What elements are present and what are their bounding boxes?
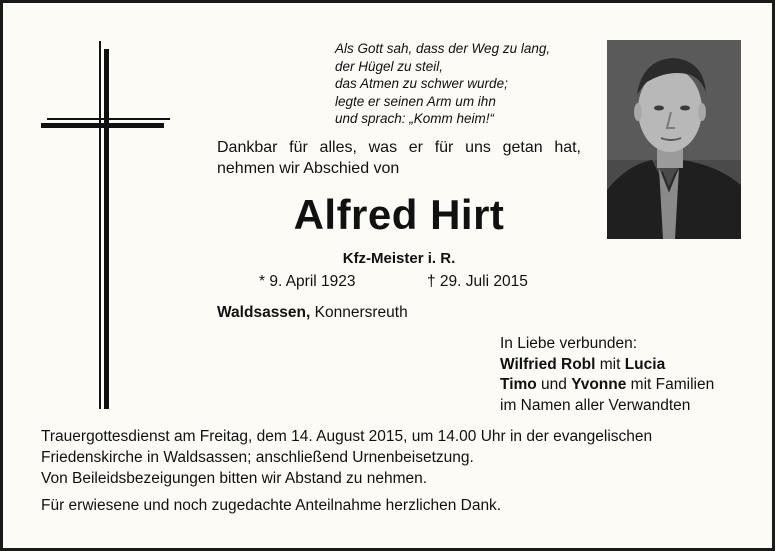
family-line-1	[500, 355, 714, 376]
thanks-note: Für erwiesene und noch zugedachte Anteilnahme herzlichen Dank.	[41, 497, 502, 514]
intro-line-2: nehmen wir Abschied von	[217, 160, 400, 177]
family-member: Yvonne	[571, 376, 627, 393]
family-signature	[500, 334, 714, 416]
family-join: und	[536, 376, 572, 393]
funeral-service-info: Trauergottesdienst am Freitag, dem 14. August 2015, um 14.00 Uhr in der evangelischen Friedenskirche in Waldsassen; anschließend Urnenbeisetzung.	[41, 428, 653, 466]
poem-line: und sprach: „Komm heim!“	[335, 111, 495, 126]
place-of-residence	[217, 304, 408, 322]
family-member: Timo	[500, 376, 537, 393]
place-primary: Waldsassen,	[217, 304, 311, 321]
poem	[335, 40, 550, 128]
family-line-2	[500, 375, 714, 396]
portrait-image	[607, 40, 741, 239]
poem-line: der Hügel zu steil,	[335, 58, 444, 74]
family-rest: mit Familien	[626, 376, 715, 393]
family-line-3: im Namen aller Verwandten	[500, 396, 691, 414]
family-join: mit	[595, 355, 625, 373]
intro-line-1: Dankbar für alles, was er für uns getan hat,	[217, 139, 581, 156]
cross-vertical-thin	[99, 41, 101, 409]
birth-date: * 9. April 1923	[259, 273, 356, 290]
condolence-note: Von Beileidsbezeigungen bitten wir Abstand zu nehmen.	[41, 470, 428, 487]
cross-vertical-thick	[104, 49, 109, 409]
family-heading: In Liebe verbunden:	[500, 335, 638, 352]
deceased-title: Kfz-Meister i. R.	[342, 250, 456, 267]
portrait-photo	[607, 40, 741, 239]
deceased-name: Alfred Hirt	[293, 191, 505, 238]
poem-line: legte er seinen Arm um ihn	[335, 93, 496, 109]
cross-horizontal-thin	[47, 118, 170, 120]
death-date: † 29. Juli 2015	[427, 273, 528, 290]
poem-line: Als Gott sah, dass der Weg zu lang,	[335, 41, 551, 56]
cross-horizontal-thick	[41, 123, 164, 128]
intro-text	[217, 137, 581, 179]
place-secondary: Konnersreuth	[310, 304, 408, 321]
family-member: Lucia	[624, 355, 666, 373]
family-member: Wilfried Robl	[500, 355, 596, 373]
poem-line: das Atmen zu schwer wurde;	[335, 76, 508, 91]
